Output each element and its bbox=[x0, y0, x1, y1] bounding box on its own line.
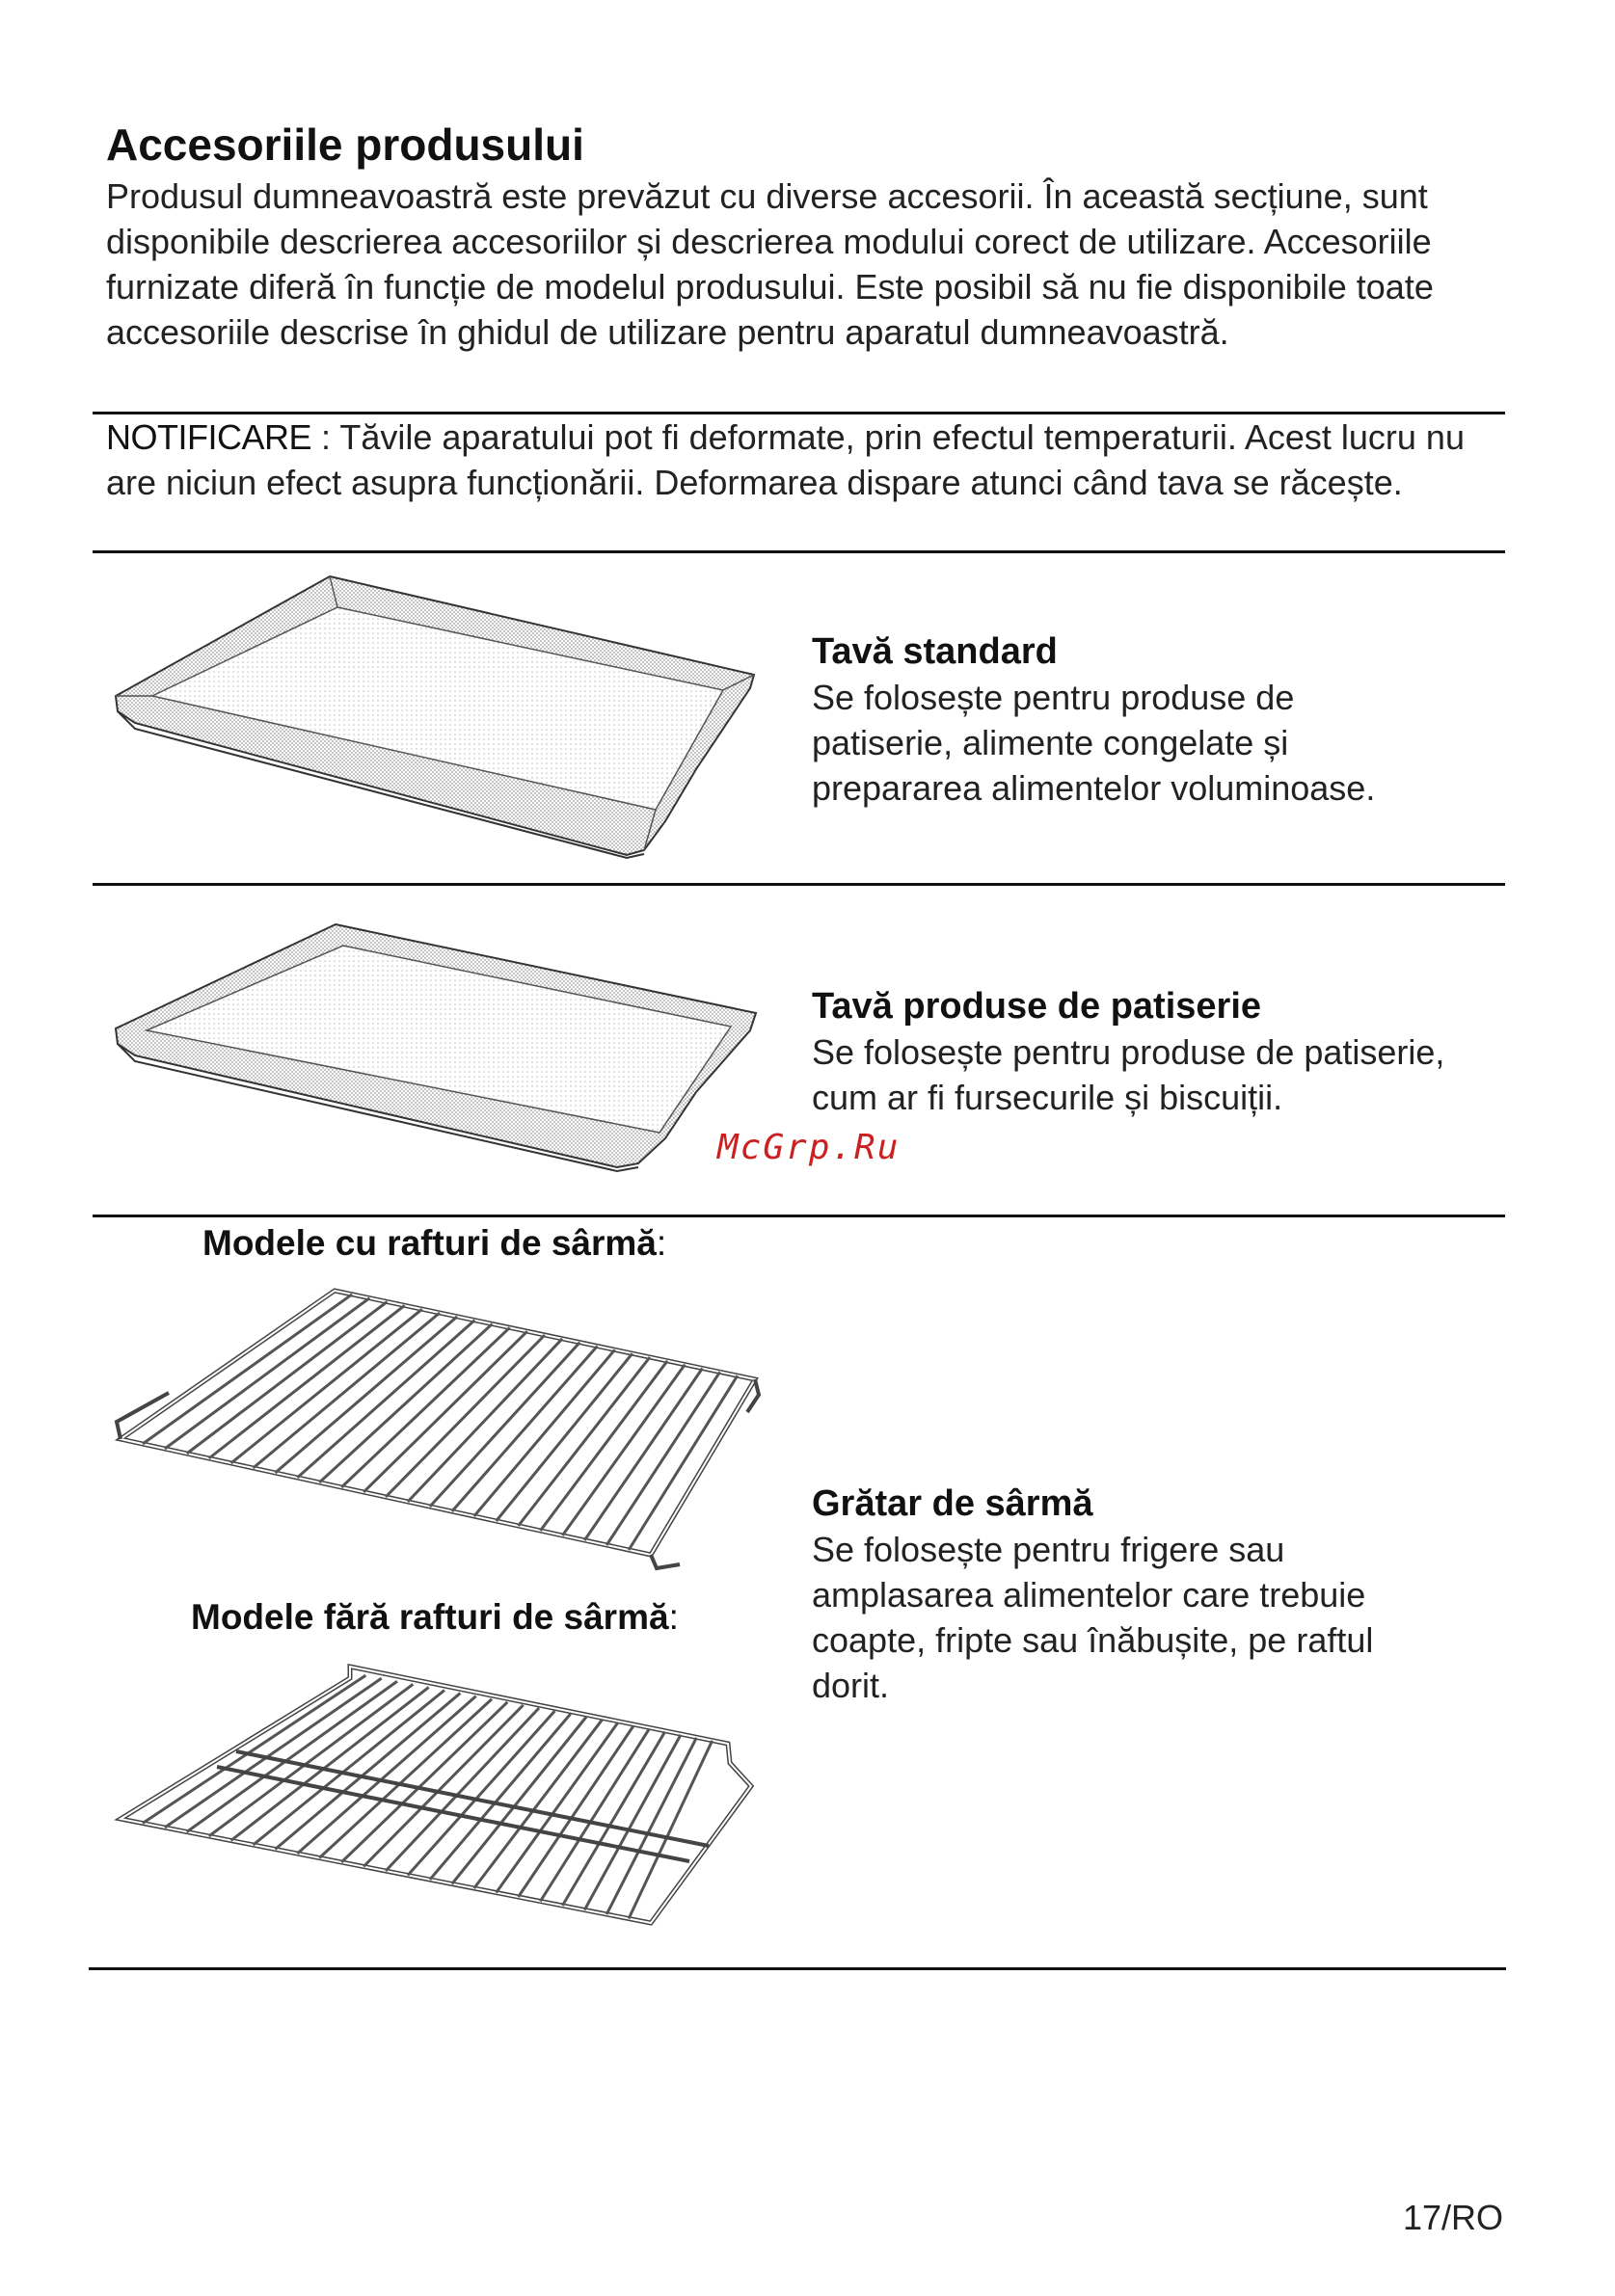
item-desc-standard-tray: Se folosește pentru produse de patiserie, alimente congelate și prepararea alimentelor voluminoase. bbox=[812, 678, 1376, 808]
page-number: 17/RO bbox=[1403, 2198, 1504, 2237]
divider-notice bbox=[93, 550, 1505, 553]
item-title-wire-grill: Grătar de sârmă bbox=[812, 1483, 1093, 1524]
intro-paragraph: Produsul dumneavoastră este prevăzut cu diverse accesorii. În această secțiune, sunt disponibile descrierea accesoriilor și descrierea modului corect de utilizare. Accesoriile furnizate diferă în funcție de modelul produsului. Este posibil să nu fie disponibile toate accesoriile descrise în ghidul de utilizare pentru aparatul dumneavoastră. bbox=[106, 176, 1434, 352]
section-title: Accesoriile produsului bbox=[106, 120, 584, 170]
item-desc-pastry-tray: Se folosește pentru produse de patiserie, cum ar fi fursecurile și biscuiții. bbox=[812, 1032, 1445, 1117]
item-desc-wire-grill: Se folosește pentru frigere sau amplasarea alimentelor care trebuie coapte, fripte sau înăbușite, pe raftul dorit. bbox=[812, 1530, 1374, 1705]
wire-grill-with-rails-illustration bbox=[111, 1287, 767, 1576]
divider-1 bbox=[93, 883, 1505, 886]
watermark: McGrp.Ru bbox=[717, 1128, 901, 1167]
notice-label: NOTIFICARE bbox=[106, 417, 312, 457]
variant-label-with-rails: Modele cu rafturi de sârmă: bbox=[202, 1223, 667, 1263]
standard-tray-illustration bbox=[106, 569, 762, 868]
pastry-tray-illustration bbox=[106, 921, 762, 1181]
divider-2 bbox=[93, 1215, 1505, 1217]
notice-text: : Tăvile aparatului pot fi deformate, prin efectul temperaturii. Acest lucru nu are niciun efect asupra funcționării. Deformarea dispare atunci când tava se răcește. bbox=[106, 417, 1465, 502]
variant-label-without-rails: Modele fără rafturi de sârmă: bbox=[191, 1597, 679, 1637]
item-title-pastry-tray: Tavă produse de patiserie bbox=[812, 986, 1262, 1027]
item-title-standard-tray: Tavă standard bbox=[812, 631, 1058, 672]
notice-paragraph bbox=[106, 414, 1504, 505]
wire-grill-without-rails-illustration bbox=[111, 1663, 767, 1942]
divider-bottom bbox=[89, 1967, 1506, 1970]
